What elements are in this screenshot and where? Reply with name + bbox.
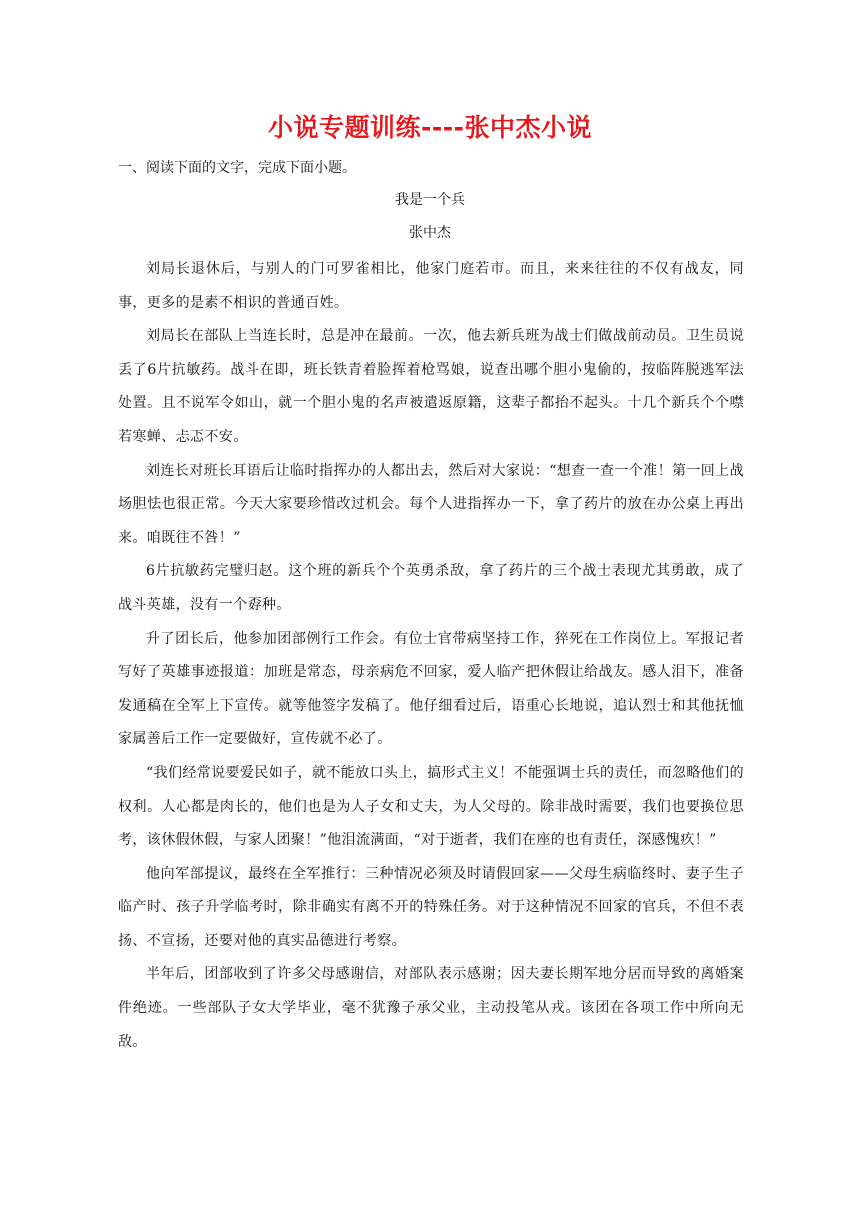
document-title: 小说专题训练----张中杰小说 xyxy=(267,113,592,142)
story-paragraph: 升了团长后，他参加团部例行工作会。有位士官带病坚持工作，猝死在工作岗位上。军报记者写好了英雄事迹报道：加班是常态，母亲病危不回家，爱人临产把休假让给战友。感人泪下，准备发通稿在全军上下宣传。就等他签字发稿了。他仔细看过后，语重心长地说，追认烈士和其他抚恤家属善后工作一定要做好，宣传就不必了。 xyxy=(118,630,744,748)
story-paragraph: “我们经常说要爱民如子，就不能放口头上，搞形式主义！不能强调士兵的责任，而忽略他们的权利。人心都是肉长的，他们也是为人子女和丈夫，为人父母的。除非战时需要，我们也要换位思考，该休假休假，与家人团聚！”他泪流满面，“对于逝者，我们在座的也有责任，深感愧疚！” xyxy=(118,764,744,849)
story-paragraph: 刘连长对班长耳语后让临时指挥办的人都出去，然后对大家说：“想查一查一个准！第一回上战场胆怯也很正常。今天大家要珍惜改过机会。每个人进指挥办一下，拿了药片的放在办公桌上再出来。咱既往不咎！” xyxy=(118,462,744,546)
story-paragraph: 他向军部提议，最终在全军推行：三种情况必须及时请假回家——父母生病临终时、妻子生子临产时、孩子升学临考时，除非确实有离不开的特殊任务。对于这种情况不回家的官兵，不但不表扬、不宣扬，还要对他的真实品德进行考察。 xyxy=(118,865,744,949)
story-paragraph: 刘局长在部队上当连长时，总是冲在最前。一次，他去新兵班为战士们做战前动员。卫生员说丢了6片抗敏药。战斗在即，班长铁青着脸挥着枪骂娘，说查出哪个胆小鬼偷的，按临阵脱逃军法处置。且不说军令如山，就一个胆小鬼的名声被遣返原籍，这辈子都抬不起头。十几个新兵个个噤若寒蝉、忐忑不安。 xyxy=(118,328,744,445)
question-instruction: 一、阅读下面的文字，完成下面小题。 xyxy=(118,160,356,176)
story-author: 张中杰 xyxy=(409,225,451,241)
story-body xyxy=(118,253,744,1059)
story-paragraph: 刘局长退休后，与别人的门可罗雀相比，他家门庭若市。而且，来来往往的不仅有战友，同事，更多的是素不相识的普通百姓。 xyxy=(118,261,744,311)
story-title: 我是一个兵 xyxy=(395,192,465,208)
story-paragraph: 6片抗敏药完璧归赵。这个班的新兵个个英勇杀敌，拿了药片的三个战士表现尤其勇敢，成了战斗英雄，没有一个孬种。 xyxy=(118,563,744,613)
story-paragraph: 半年后，团部收到了许多父母感谢信，对部队表示感谢；因夫妻长期军地分居而导致的离婚案件绝迹。一些部队子女大学毕业，毫不犹豫子承父业，主动投笔从戎。该团在各项工作中所向无敌。 xyxy=(118,966,744,1050)
